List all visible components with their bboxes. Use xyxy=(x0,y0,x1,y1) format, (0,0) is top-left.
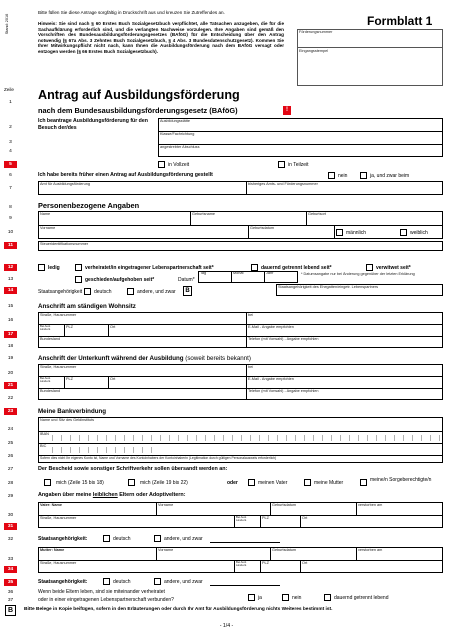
row-33: 33 xyxy=(7,557,14,562)
foerderungsnummer-field[interactable] xyxy=(297,29,443,86)
sorge-checkbox[interactable] xyxy=(360,479,367,486)
before-label: Ich habe bereits früher einen Antrag auf Ausbildungsförderung gestellt xyxy=(38,172,213,178)
row-32: 32 xyxy=(7,537,14,542)
address1-email-label: E-Mail - Angabe empfohlen xyxy=(248,325,294,329)
andere-label: andere, und zwar xyxy=(137,289,176,295)
divider xyxy=(356,547,357,560)
deutsch-checkbox[interactable] xyxy=(84,288,91,295)
row-16: 16 xyxy=(7,318,14,323)
klasse-label: Klasse/Fachrichtung xyxy=(160,132,195,136)
divider xyxy=(270,547,271,560)
before-ja-label: ja, und zwar beim xyxy=(370,173,410,179)
vater-andere-label: andere, und zwar xyxy=(164,536,203,542)
mutter-verstorben-label: verstorben am xyxy=(358,548,383,552)
institut-label: Name und Sitz des Geldinstituts xyxy=(40,418,95,422)
divider xyxy=(246,181,247,195)
deutsch-label: deutsch xyxy=(94,289,112,295)
divider xyxy=(260,560,261,573)
bic-field[interactable] xyxy=(52,447,152,453)
divider xyxy=(300,515,301,528)
row-29: 29 xyxy=(7,494,14,499)
hinweis-text: Hinweis: Sie sind nach § 60 Erstes Buch Sozialgesetzbuch verpflichtet, alle Tatsachen anzugeben, die für die Sachaufklärung erforderlich sind, und die verlangten Nachweise vorzulegen. Ihre Angaben sind gemäß den Vorschriften des Bundesausbildungsförderungsgesetzes (BAföG) für die Entscheidung über den Antrag notwendig (§ 67a Abs. 3 Zehntes Buch Sozialgesetzbuch, § 4 Abs. 3 Bundesdatenschutzgesetz). Kommen Sie Ihrer Mitwirkungspflicht nicht nach, kann Ihnen die Ausbildungsförderung nach dem BAföG versagt oder entzogen werden (§ 66 Erstes Buch Sozialgesetzbuch). xyxy=(38,21,284,54)
vater-deutsch-label: deutsch xyxy=(113,536,131,542)
vater-staat-label: Staatsangehörigkeit: xyxy=(38,536,88,542)
before-nein-checkbox[interactable] xyxy=(328,172,335,179)
row-19: 19 xyxy=(7,356,14,361)
oder-label: oder xyxy=(227,480,238,486)
mutter-ort-label: Ort xyxy=(302,561,308,565)
row-14: 14 xyxy=(4,287,17,294)
row-3: 3 xyxy=(9,140,12,145)
address2-title-main: Anschrift der Unterkunft während der Ausbildung xyxy=(38,355,184,362)
divider xyxy=(306,211,307,225)
together-getrennt-label: dauernd getrennt lebend xyxy=(334,595,389,601)
divider xyxy=(64,376,65,388)
before-ja-checkbox[interactable] xyxy=(360,172,367,179)
alert-icon: ! xyxy=(283,106,291,115)
divider xyxy=(234,515,235,528)
address1-ort-label: Ort xyxy=(110,325,116,329)
divider xyxy=(158,131,443,132)
form-title: Formblatt 1 xyxy=(367,14,433,28)
divider xyxy=(356,502,357,515)
mutter-andere-checkbox[interactable] xyxy=(154,578,161,585)
together-label-2: oder in einer eingetragenen Lebenspartnerschaft verbunden? xyxy=(38,597,174,603)
verheiratet-label: verheiratet/in eingetragener Lebenspartnerschaft seit* xyxy=(85,265,214,271)
divider xyxy=(158,144,443,145)
address1-telefon-label: Telefon (mit Vorwahl) - Angabe empfohlen xyxy=(248,337,319,341)
row-7: 7 xyxy=(9,186,12,191)
bank-title: Meine Bankverbindung xyxy=(38,408,107,415)
vater-strasse-label: Straße, Hausnummer xyxy=(40,516,77,520)
footer-b-marker: B xyxy=(5,605,16,616)
row-8: 8 xyxy=(9,205,12,210)
divider xyxy=(108,324,109,336)
row-26: 26 xyxy=(7,454,14,459)
andere-checkbox[interactable] xyxy=(127,288,134,295)
divider xyxy=(64,324,65,336)
vater-plz-label: PLZ xyxy=(262,516,269,520)
parents-label-prefix: Angaben über meine xyxy=(38,492,93,498)
geburtsort-label: Geburtsort xyxy=(308,212,326,216)
row-13: 13 xyxy=(7,277,14,282)
row-24: 24 xyxy=(7,427,14,432)
getrennt-label: dauernd getrennt lebend seit* xyxy=(261,265,332,271)
datum-field[interactable] xyxy=(198,271,298,283)
bisheriges-label: bisheriges Amts- und Förderungsnummer xyxy=(248,182,318,186)
vollzeit-checkbox[interactable] xyxy=(158,161,165,168)
intro-text: Bitte füllen Sie diese Antrage sorgfältig in Druckschrift aus und kreuzen Sie Zutreffendes an. xyxy=(38,10,225,15)
mich2-checkbox[interactable] xyxy=(128,479,135,486)
zeile-label: Zeile xyxy=(4,87,14,92)
row-30: 30 xyxy=(7,513,14,518)
vollzeit-label: in Vollzeit xyxy=(168,162,190,168)
vater-ort-label: Ort xyxy=(302,516,308,520)
apply-box[interactable] xyxy=(158,118,443,157)
address2-bei-label: bei xyxy=(248,365,254,369)
mutter-andere-label: andere, und zwar xyxy=(164,579,203,585)
vater-vorname-label: Vorname xyxy=(158,503,174,507)
ausbildungsstaette-label: Ausbildungsstätte xyxy=(160,119,190,123)
divider xyxy=(300,560,301,573)
vater-name-label: Vater: Name xyxy=(40,503,62,507)
address1-plz-label: PLZ xyxy=(66,325,73,329)
address1-bundesland-label: Bundesland xyxy=(40,337,61,341)
address2-strasse-label: Straße, Hausnummer xyxy=(40,365,77,369)
jahr-label: Jahr xyxy=(266,271,274,275)
weiblich-checkbox[interactable] xyxy=(400,229,407,236)
address1-bei-label: bei xyxy=(248,313,254,317)
name-label: Name xyxy=(40,212,51,216)
sorge-label: meine/n Sorgeberechtigte/n xyxy=(370,477,432,483)
divider xyxy=(297,47,443,48)
mutter-plz-label: PLZ xyxy=(262,561,269,565)
vater-label: meinen Vater xyxy=(258,480,288,486)
before-box[interactable] xyxy=(38,181,443,195)
foerderungsnummer-label: Förderungsnummer xyxy=(299,30,333,34)
address2-title-suffix: (soweit bereits bekannt) xyxy=(185,355,251,362)
row-37: 37 xyxy=(7,598,14,603)
divider xyxy=(190,211,191,225)
divider xyxy=(38,324,443,325)
row-11: 11 xyxy=(4,242,17,249)
address1-box[interactable] xyxy=(38,312,443,348)
iban-label: IBAN xyxy=(40,432,49,436)
divider xyxy=(38,443,443,444)
together-nein-label: nein xyxy=(292,595,302,601)
divider xyxy=(270,502,271,515)
row-28: 28 xyxy=(7,481,14,486)
page-number: - 1/4 - xyxy=(219,623,234,629)
mutter-land-label: Bei Ausl. Länderk. xyxy=(236,560,247,568)
row-18: 18 xyxy=(7,344,14,349)
teilzeit-checkbox[interactable] xyxy=(278,161,285,168)
mutter-name-label: Mutter: Name xyxy=(40,548,65,552)
row-31: 31 xyxy=(4,523,17,530)
vater-andere-checkbox[interactable] xyxy=(154,535,161,542)
geschieden-label: geschieden/aufgehoben seit* xyxy=(85,277,155,283)
divider xyxy=(210,585,280,586)
divider xyxy=(38,225,443,226)
subtitle: nach dem Bundesausbildungsförderungsgesetz (BAföG) xyxy=(38,106,238,115)
ledig-checkbox[interactable] xyxy=(38,264,45,271)
divider xyxy=(38,376,443,377)
row-10: 10 xyxy=(7,230,14,235)
eingangsstempel-label: Eingangsstempel xyxy=(299,49,329,53)
divider xyxy=(334,225,335,239)
divider xyxy=(234,560,235,573)
address2-bundesland-label: Bundesland xyxy=(40,389,61,393)
verheiratet-checkbox[interactable] xyxy=(75,264,82,271)
divider xyxy=(246,312,247,348)
vater-land-label: Bei Ausl. Länderk. xyxy=(236,515,247,523)
mutter-checkbox[interactable] xyxy=(304,479,311,486)
geschieden-checkbox[interactable] xyxy=(75,276,82,283)
stand-label xyxy=(3,6,11,46)
row-5: 5 xyxy=(4,161,17,168)
row-4: 4 xyxy=(9,149,12,154)
geburtsdatum-label: Geburtsdatum xyxy=(250,226,275,230)
row-17: 17 xyxy=(4,331,17,338)
steuer-label: Steueridentifikationsnummer xyxy=(40,242,89,246)
divider xyxy=(156,547,157,560)
divider xyxy=(156,502,157,515)
together-nein-checkbox[interactable] xyxy=(282,594,289,601)
divider xyxy=(248,225,249,239)
divider xyxy=(264,271,265,283)
bank-note: Sofern dies nicht Ihr eigenes Konto ist, Name und Vorname des Kontoinhabers der Kontoinhaberin (Legitimation durch gültigen Personalausweis erforderlich) xyxy=(40,456,277,460)
divider xyxy=(38,388,443,389)
vorname-label: Vorname xyxy=(40,226,56,230)
monat-label: Monat xyxy=(233,271,244,275)
mich2-label: mich (Zeile 19 bis 22) xyxy=(140,480,188,486)
mich1-label: mich (Zeile 15 bis 18) xyxy=(56,480,104,486)
getrennt-checkbox[interactable] xyxy=(251,264,258,271)
bic-label: BIC xyxy=(40,444,47,448)
row-22: 22 xyxy=(7,396,14,401)
parents-label-underline: leiblichen xyxy=(92,492,118,498)
address2-box[interactable] xyxy=(38,364,443,400)
parents-label xyxy=(38,492,186,499)
row-34: 34 xyxy=(4,566,17,573)
weiblich-label: weiblich xyxy=(410,230,428,236)
mutter-geburtsdatum-label: Geburtsdatum xyxy=(272,548,297,552)
divider xyxy=(108,376,109,388)
address2-ort-label: Ort xyxy=(110,377,116,381)
footer-text: Bitte Belege in Kopie beifügen, sofern in den Erläuterungen oder durch Ihr Amt für Ausbildungsförderung nichts Weiteres bestimmt ist. xyxy=(24,607,333,612)
main-title: Antrag auf Ausbildungsförderung xyxy=(38,88,240,102)
row-15: 15 xyxy=(7,304,14,309)
together-getrennt-checkbox[interactable] xyxy=(324,594,331,601)
mich1-checkbox[interactable] xyxy=(44,479,51,486)
apply-label: Ich beantrage Ausbildungsförderung für den Besuch der/des xyxy=(38,118,148,131)
mutter-deutsch-checkbox[interactable] xyxy=(103,578,110,585)
vater-verstorben-label: verstorben am xyxy=(358,503,383,507)
datum-footnote: * Datumsangabe nur bei Änderung gegenüber der letzten Erklärung xyxy=(301,272,415,276)
parents-label-suffix: Eltern oder Adoptiveltern: xyxy=(117,492,186,498)
row-25: 25 xyxy=(7,441,14,446)
tag-label: Tag xyxy=(200,271,207,275)
row-2: 2 xyxy=(9,125,12,130)
row-9: 9 xyxy=(9,216,12,221)
mutter-vorname-label: Vorname xyxy=(158,548,174,552)
address2-land-label: Bei Ausl. Länderk. xyxy=(40,376,51,384)
staatsangehoerigkeit-label: Staatsangehörigkeit xyxy=(38,289,83,295)
ledig-label: ledig xyxy=(48,265,60,271)
row-1: 1 xyxy=(9,100,12,105)
together-label-1: Wenn beide Eltern leben, sind sie miteinander verheiratet xyxy=(38,589,165,595)
b-marker: B xyxy=(183,286,192,296)
divider xyxy=(38,336,443,337)
row-6: 6 xyxy=(9,173,12,178)
person-title: Personenbezogene Angaben xyxy=(38,201,140,210)
steuer-field[interactable] xyxy=(38,241,443,251)
iban-field[interactable] xyxy=(52,435,440,441)
stand-text: Stand: 2016 xyxy=(5,13,9,35)
row-20: 20 xyxy=(7,371,14,376)
amt-label: Amt für Ausbildungsförderung xyxy=(40,182,91,186)
abschluss-label: angestrebter Abschluss xyxy=(160,145,200,149)
vater-checkbox[interactable] xyxy=(248,479,255,486)
together-ja-checkbox[interactable] xyxy=(248,594,255,601)
before-nein-label: nein xyxy=(338,173,348,179)
vater-geburtsdatum-label: Geburtsdatum xyxy=(272,503,297,507)
teilzeit-label: in Teilzeit xyxy=(288,162,309,168)
row-36: 36 xyxy=(7,590,14,595)
mutter-staat-label: Staatsangehörigkeit: xyxy=(38,579,88,585)
datum-label: Datum* xyxy=(178,277,195,283)
divider xyxy=(38,431,443,432)
maennlich-label: männlich xyxy=(346,230,367,236)
mutter-deutsch-label: deutsch xyxy=(113,579,131,585)
address2-title xyxy=(38,355,251,363)
address2-email-label: E-Mail - Angabe empfohlen xyxy=(248,377,294,381)
together-ja-label: ja xyxy=(258,595,262,601)
row-23: 23 xyxy=(4,408,17,415)
row-12: 12 xyxy=(4,264,17,271)
divider xyxy=(260,515,261,528)
bescheid-label: Der Bescheid sowie sonstiger Schriftverkehr sollen übersandt werden an: xyxy=(38,466,228,472)
mutter-strasse-label: Straße, Hausnummer xyxy=(40,561,77,565)
address1-title: Anschrift am ständigen Wohnsitz xyxy=(38,303,136,310)
verwitwet-checkbox[interactable] xyxy=(366,264,373,271)
address1-strasse-label: Straße, Hausnummer xyxy=(40,313,77,317)
maennlich-checkbox[interactable] xyxy=(336,229,343,236)
mutter-label: meine Mutter xyxy=(314,480,344,486)
ehegatte-label: Staatsangehörigkeit des Ehegatten/eingetr. Lebenspartners xyxy=(278,285,379,289)
divider xyxy=(246,364,247,400)
divider xyxy=(210,542,280,543)
divider xyxy=(231,271,232,283)
row-27: 27 xyxy=(7,467,14,472)
geburtsname-label: Geburtsname xyxy=(192,212,216,216)
row-35: 35 xyxy=(4,579,17,586)
address2-telefon-label: Telefon (mit Vorwahl) - Angabe empfohlen xyxy=(248,389,319,393)
row-21: 21 xyxy=(4,382,17,389)
verwitwet-label: verwitwet seit* xyxy=(376,265,411,271)
address1-land-label: Bei Ausl. Länderk. xyxy=(40,324,51,332)
address2-plz-label: PLZ xyxy=(66,377,73,381)
vater-deutsch-checkbox[interactable] xyxy=(103,535,110,542)
